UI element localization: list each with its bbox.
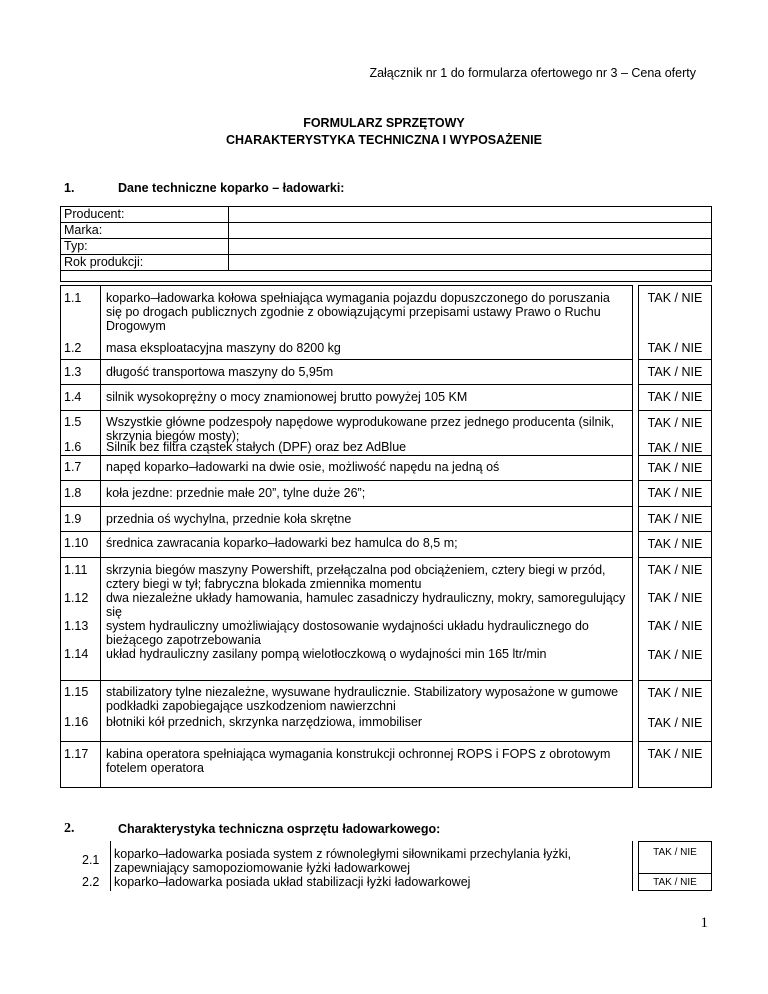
item-text: średnica zawracania koparko–ładowarki bez hamulca do 8,5 m; [106,536,458,550]
spec-row [60,557,712,680]
answer-option[interactable]: TAK / NIE [647,747,703,761]
item-number: 1.5 [64,415,82,429]
item-number: 1.2 [64,341,82,355]
answer-option[interactable]: TAK / NIE [647,441,703,455]
section2-number: 2. [64,821,75,836]
item-number: 1.12 [64,591,89,605]
item-text: skrzynia biegów maszyny Powershift, przełączalna pod obciążeniem, cztery biegi w przód, cztery biegi w tył; fabryczna blokada zmiennika momentu [106,563,606,591]
spec-row [60,506,712,531]
spec-row [60,455,712,480]
item-text: przednia oś wychylna, przednie koła skrętne [106,512,352,526]
page-number: 1 [700,915,708,931]
spec-row [60,410,712,455]
info-label: Marka: [61,223,229,239]
spec-table [60,285,712,808]
answer-option[interactable]: TAK / NIE [647,486,703,500]
item-text: długość transportowa maszyny do 5,95m [106,365,334,379]
item-text: koła jezdne: przednie małe 20”, tylne duże 26”; [106,486,366,500]
item-number: 2.1 [82,853,100,867]
item-text: koparko–ładowarka kołowa spełniająca wymagania pojazdu dopuszczonego do poruszania się po drogach publicznych zgodnie z obowiązującymi przepisami ustawy Prawo o Ruchu Drogowym [106,291,610,333]
answer-option[interactable]: TAK / NIE [647,390,703,404]
spec2-row [60,873,712,890]
item-number: 1.7 [64,460,82,474]
answer-option[interactable]: TAK / NIE [653,847,697,858]
section1-title: Dane techniczne koparko – ładowarki: [118,181,345,195]
info-label: Producent: [61,207,229,223]
item-text: koparko–ładowarka posiada system z równoległymi siłownikami przechylania łyżki, zapewniający samopoziomowanie łyżki ładowarkowej [114,847,572,875]
item-number: 1.6 [64,440,82,454]
info-label: Rok produkcji: [61,255,229,271]
spec-row [60,480,712,506]
spacer-cell [61,271,712,282]
answer-option[interactable]: TAK / NIE [647,537,703,551]
item-text: stabilizatory tylne niezależne, wysuwane hydraulicznie. Stabilizatory wyposażone w gumowe podkładki zapobiegające uszkodzeniom nawierzchni [106,685,619,713]
spec-row [60,384,712,410]
item-text: masa eksploatacyjna maszyny do 8200 kg [106,341,341,355]
item-text: błotniki kół przednich, skrzynka narzędziowa, immobiliser [106,715,423,729]
info-value-field[interactable] [229,223,712,239]
answer-option[interactable]: TAK / NIE [647,291,703,305]
attachment-note: Załącznik nr 1 do formularza ofertowego nr 3 – Cena oferty [369,66,696,80]
info-row [61,255,712,271]
answer-option[interactable]: TAK / NIE [647,591,703,605]
item-number: 1.11 [64,563,88,577]
machine-info-table [60,206,712,282]
form-subtitle: CHARAKTERYSTYKA TECHNICZNA I WYPOSAŻENIE [226,133,542,147]
item-number: 1.4 [64,390,82,404]
answer-option[interactable]: TAK / NIE [647,716,703,730]
spec-row [60,680,712,741]
info-value-field[interactable] [229,239,712,255]
item-text: Silnik bez filtra cząstek stałych (DPF) oraz bez AdBlue [106,440,407,454]
answer-option[interactable]: TAK / NIE [647,619,703,633]
item-text: Wszystkie główne podzespoły napędowe wyprodukowane przez jednego producenta (silnik, skrzynia biegów mosty); [106,415,614,443]
item-number: 1.13 [64,619,89,633]
answer-option[interactable]: TAK / NIE [647,563,703,577]
item-text: system hydrauliczny umożliwiający dostosowanie wydajności układu hydraulicznego do bieżącego zapotrzebowania [106,619,589,647]
spec2-row [60,841,712,873]
item-number: 1.15 [64,685,89,699]
answer-option[interactable]: TAK / NIE [653,877,697,888]
info-row [61,223,712,239]
section2-title: Charakterystyka techniczna osprzętu ładowarkowego: [118,822,441,836]
info-row [61,207,712,223]
answer-option[interactable]: TAK / NIE [647,416,703,430]
item-number: 1.17 [64,747,89,761]
item-number: 1.1 [64,291,82,305]
spec-row [60,285,712,359]
spec-row [60,741,712,787]
item-number: 1.16 [64,715,89,729]
info-value-field[interactable] [229,255,712,271]
item-text: silnik wysokoprężny o mocy znamionowej brutto powyżej 105 KM [106,390,468,404]
item-text: kabina operatora spełniająca wymagania konstrukcji ochronnej ROPS i FOPS z obrotowym fotelem operatora [106,747,611,775]
answer-option[interactable]: TAK / NIE [647,686,703,700]
info-value-field[interactable] [229,207,712,223]
item-text: układ hydrauliczny zasilany pompą wielotłoczkową o wydajności min 165 ltr/min [106,647,547,661]
answer-option[interactable]: TAK / NIE [647,461,703,475]
section1-number: 1. [64,181,75,195]
item-number: 1.3 [64,365,82,379]
item-number: 1.14 [64,647,89,661]
item-number: 1.10 [64,536,89,550]
item-text: napęd koparko–ładowarki na dwie osie, możliwość napędu na jedną oś [106,460,500,474]
item-number: 2.2 [82,875,100,889]
form-title: FORMULARZ SPRZĘTOWY [303,116,465,130]
info-spacer-row [61,271,712,282]
info-row [61,239,712,255]
answer-option[interactable]: TAK / NIE [647,341,703,355]
info-label: Typ: [61,239,229,255]
spec-row [60,531,712,557]
answer-option[interactable]: TAK / NIE [647,648,703,662]
answer-option[interactable]: TAK / NIE [647,365,703,379]
spec2-table [60,841,712,890]
item-number: 1.9 [64,512,82,526]
item-text: dwa niezależne układy hamowania, hamulec zasadniczy hydrauliczny, mokry, samoregulujący się [106,591,626,619]
answer-option[interactable]: TAK / NIE [647,512,703,526]
item-text: koparko–ładowarka posiada układ stabilizacji łyżki ładowarkowej [114,875,471,889]
spec-row [60,359,712,384]
item-number: 1.8 [64,486,82,500]
